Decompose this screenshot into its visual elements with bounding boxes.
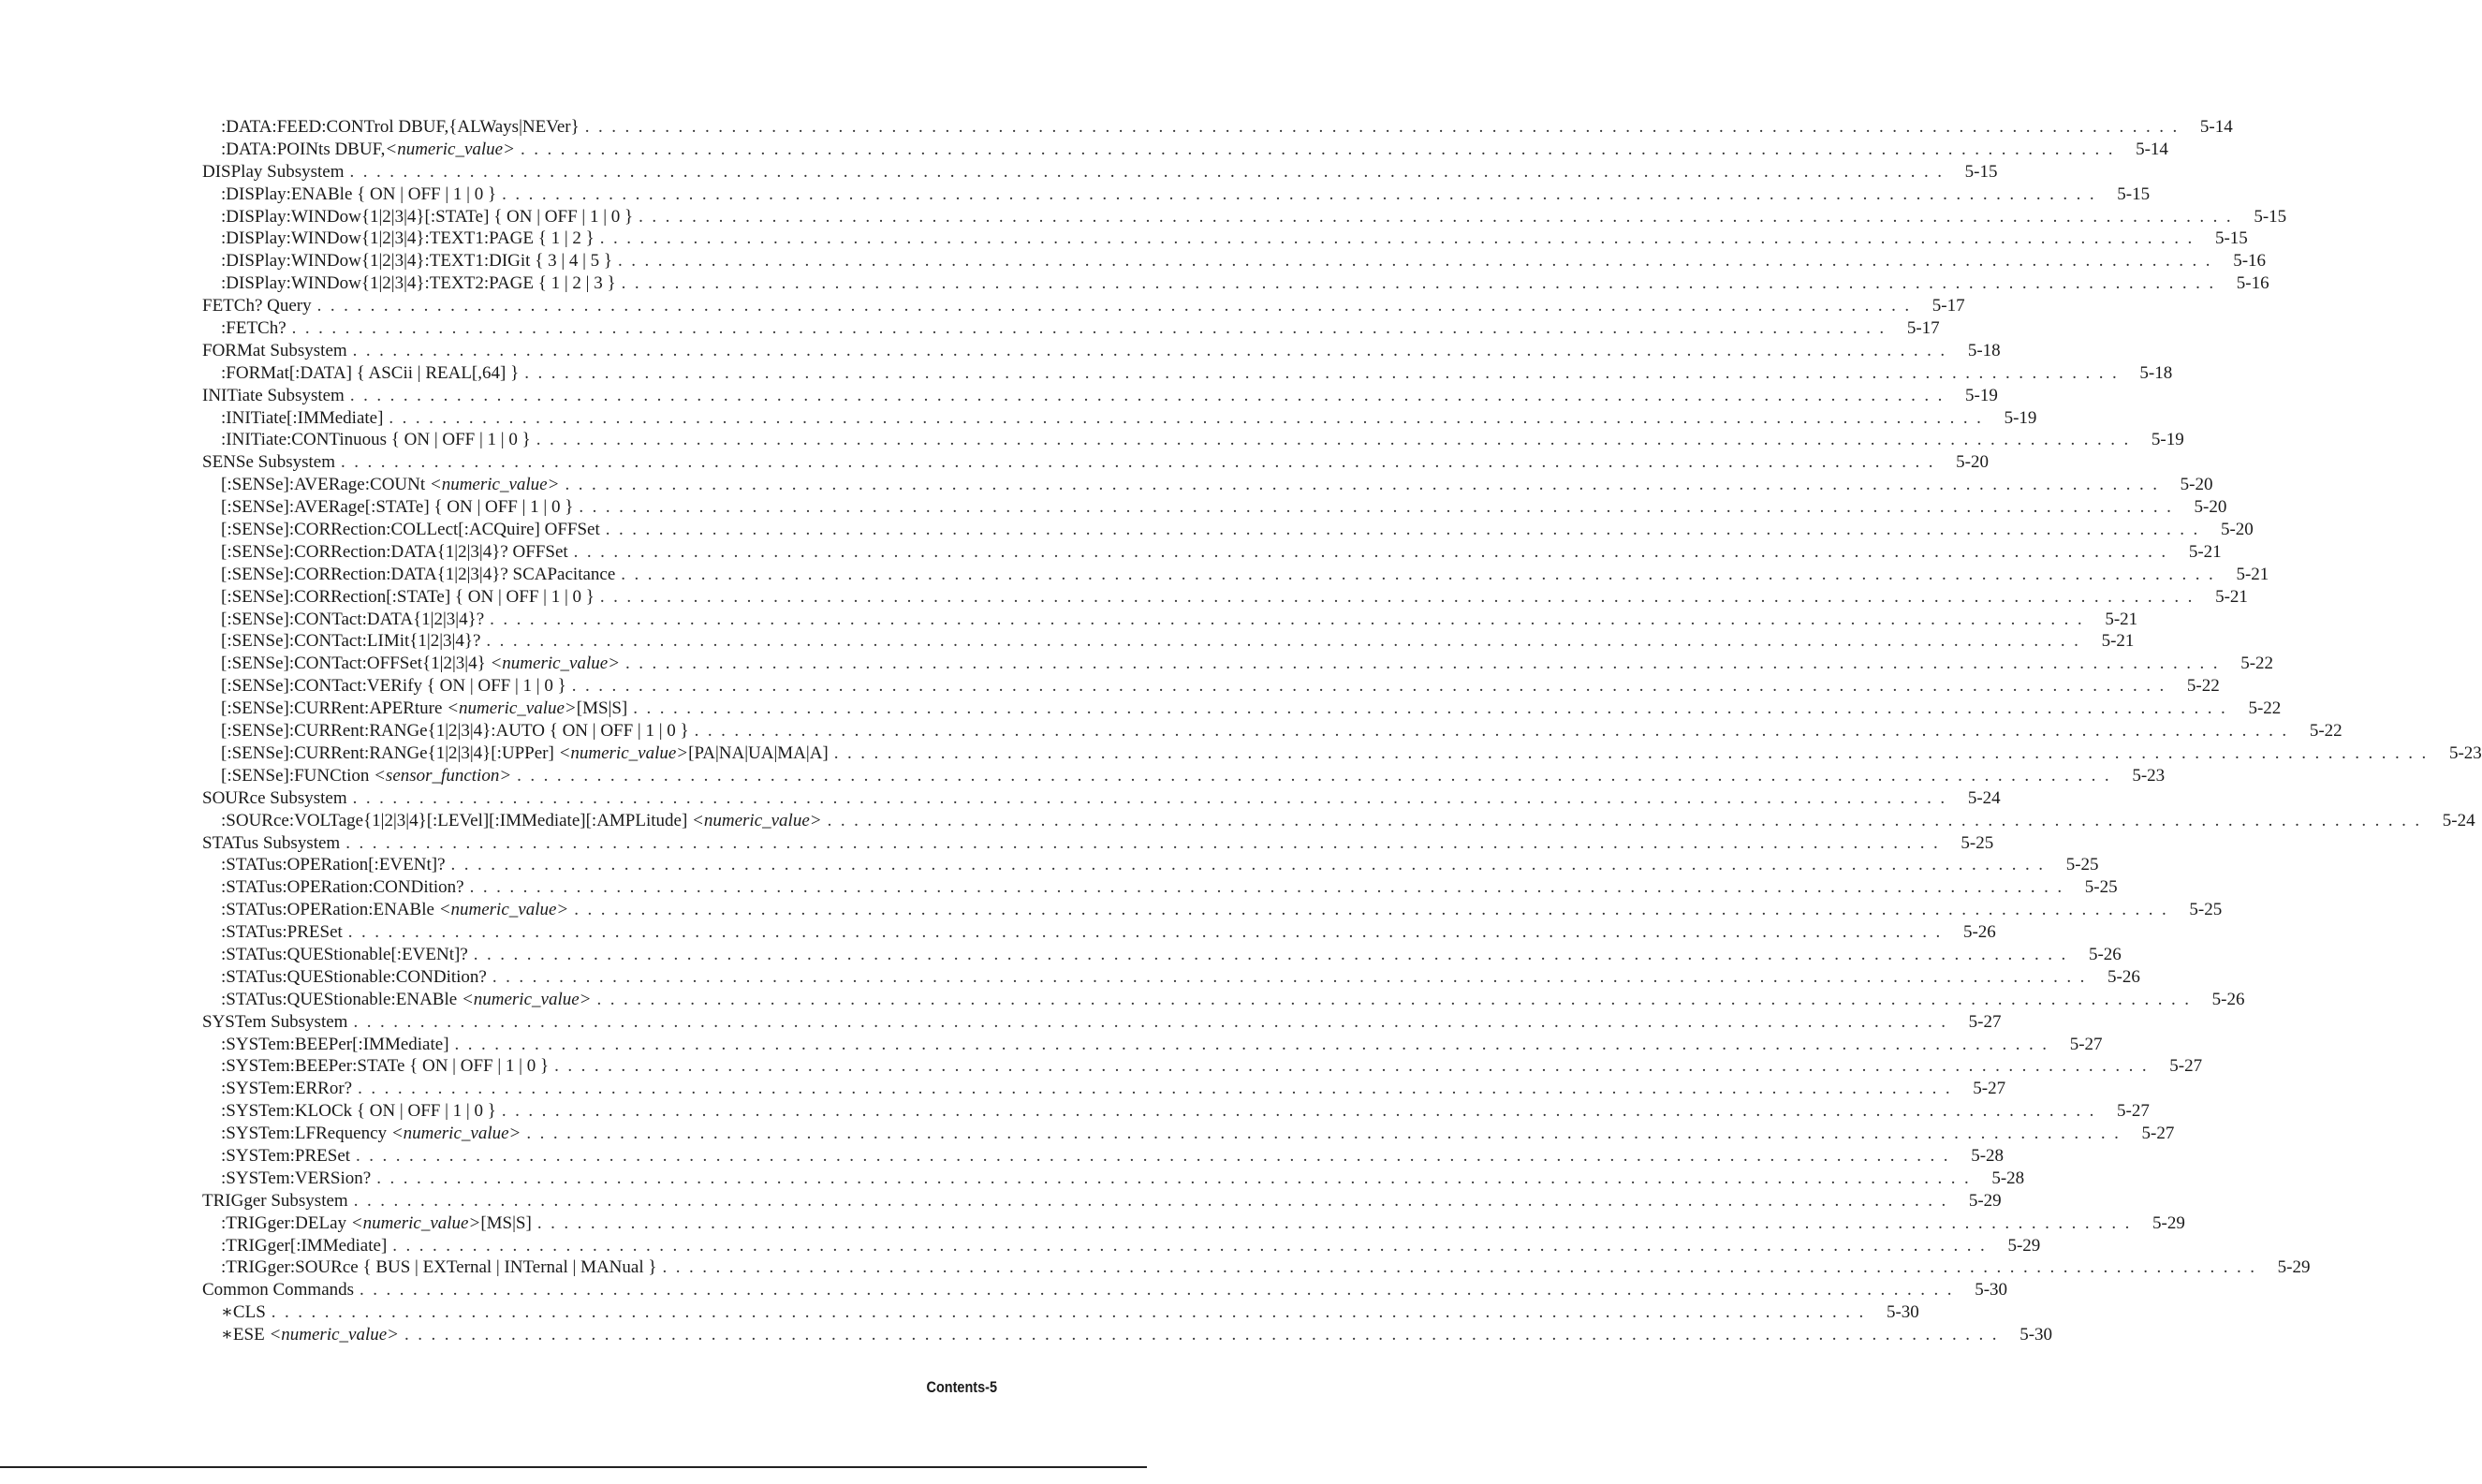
toc-command-entry[interactable] [202, 765, 2166, 787]
toc-page-number: 5-25 [2084, 877, 2118, 898]
dot-leader: ........................................................................................................................ [389, 407, 1990, 428]
toc-command-entry[interactable] [202, 698, 2282, 720]
toc-section-entry[interactable] [202, 161, 1998, 184]
toc-page-number: 5-23 [2132, 765, 2166, 786]
toc-page-number: 5-26 [2107, 966, 2140, 987]
dot-leader: ........................................................................................................................ [827, 810, 2429, 830]
toc-command-entry[interactable] [202, 139, 2168, 161]
dot-leader: ........................................................................................................................ [376, 1168, 1978, 1188]
toc-page-number: 5-26 [2088, 944, 2122, 964]
dot-leader: ........................................................................................................................ [352, 787, 1954, 808]
toc-section-entry[interactable] [202, 295, 1965, 317]
dot-leader: ........................................................................................................................ [833, 742, 2435, 763]
toc-command-text: ∗CLS [221, 1302, 266, 1323]
toc-entry-title [221, 609, 484, 631]
toc-page-number: 5-17 [1931, 296, 1965, 316]
toc-command-text: INITiate Subsystem [202, 385, 345, 405]
dot-leader: ........................................................................................................................ [492, 966, 2093, 987]
toc-entry-title [221, 317, 286, 340]
toc-page-number: 5-24 [2442, 810, 2475, 830]
toc-command-entry[interactable] [202, 1324, 2053, 1346]
toc-command-entry[interactable] [202, 317, 1940, 340]
toc-page-number: 5-21 [2236, 564, 2269, 584]
toc-entry-title [221, 407, 383, 430]
toc-command-entry[interactable] [202, 206, 2287, 228]
toc-parameter-text: <numeric_value> [390, 1124, 521, 1144]
dot-leader: ........................................................................................................................ [360, 1280, 1961, 1300]
toc-page-number: 5-17 [1906, 318, 1940, 339]
toc-entry-title [221, 1100, 496, 1123]
toc-page-number: 5-22 [2248, 698, 2282, 719]
toc-entry-title [221, 1256, 656, 1279]
toc-command-text: FORMat Subsystem [202, 340, 347, 360]
toc-command-text: DISPlay Subsystem [202, 161, 345, 182]
toc-command-text: :TRIGger:DELay [221, 1212, 351, 1233]
toc-command-text: Common Commands [202, 1280, 355, 1300]
toc-page-number: 5-25 [2189, 900, 2223, 920]
toc-command-text: :SYSTem:ERRor? [221, 1079, 353, 1099]
toc-command-text: :SYSTem:LFRequency [221, 1124, 391, 1144]
toc-section-entry[interactable] [202, 1279, 2008, 1301]
toc-entry-title [221, 429, 531, 451]
toc-entry-title [221, 228, 595, 250]
dot-leader: ........................................................................................................................ [502, 184, 2104, 204]
toc-section-entry[interactable] [202, 1190, 2002, 1212]
toc-command-entry[interactable] [202, 1145, 2005, 1168]
toc-section-entry[interactable] [202, 340, 2001, 362]
toc-command-text: [:SENSe]:CORRection:COLLect[:ACQuire] OFFSet [221, 520, 600, 540]
toc-command-text: [:SENSe]:AVERage[:STATe] { ON | OFF | 1 | 0 } [221, 497, 574, 518]
toc-entry-title [221, 1168, 371, 1190]
toc-entry-title [221, 1235, 387, 1257]
toc-command-text: :FORMat[:DATA] { ASCii | REAL[,64] } [221, 362, 520, 383]
toc-page-number: 5-27 [1968, 1011, 2002, 1032]
toc-entry-title [221, 519, 600, 541]
toc-entry-title [221, 742, 829, 765]
dot-leader: ........................................................................................................................ [524, 362, 2126, 383]
toc-entry-title [202, 787, 347, 810]
dot-leader: ........................................................................................................................ [352, 340, 1954, 360]
toc-page-number: 5-15 [2214, 228, 2248, 249]
toc-command-entry[interactable] [202, 1055, 2203, 1078]
toc-entry-title [221, 474, 559, 496]
toc-command-text: [:SENSe]:CURRent:RANGe{1|2|3|4}[:UPPer] [221, 742, 559, 763]
toc-command-entry[interactable] [202, 362, 2173, 385]
bottom-rule [0, 1466, 1147, 1468]
toc-page-number: 5-22 [2309, 721, 2342, 742]
toc-page-number: 5-27 [2169, 1056, 2203, 1077]
toc-page-number: 5-28 [1971, 1145, 2005, 1166]
dot-leader: ........................................................................................................................ [579, 497, 2181, 518]
toc-page-number: 5-26 [2211, 989, 2245, 1009]
dot-leader: ........................................................................................................................ [536, 430, 2137, 450]
toc-page-number: 5-25 [2065, 855, 2099, 875]
toc-page-number: 5-16 [2233, 251, 2267, 272]
toc-command-text: [:SENSe]:CORRection[:STATe] { ON | OFF | 1 | 0 } [221, 586, 595, 607]
toc-command-entry[interactable] [202, 586, 2248, 609]
toc-command-entry[interactable] [202, 1123, 2175, 1145]
toc-command-text: [:SENSe]:CONTact:LIMit{1|2|3|4}? [221, 631, 481, 652]
toc-page-number: 5-30 [1886, 1302, 1919, 1323]
toc-command-text: :STATus:OPERation:CONDition? [221, 877, 464, 898]
toc-command-text: :SYSTem:BEEPer[:IMMediate] [221, 1034, 449, 1054]
toc-entry-title [202, 385, 345, 407]
toc-command-text: :SYSTem:BEEPer:STATe { ON | OFF | 1 | 0 } [221, 1056, 550, 1077]
toc-page-number: 5-20 [1956, 452, 1989, 473]
toc-page-number: 5-29 [2007, 1235, 2041, 1256]
toc-page-number: 5-22 [2186, 676, 2220, 697]
toc-entry-title [221, 541, 568, 564]
toc-parameter-text: <numeric_value> [461, 989, 592, 1009]
toc-command-entry[interactable] [202, 1168, 2025, 1190]
toc-command-text: :INITiate:CONTinuous { ON | OFF | 1 | 0 } [221, 430, 531, 450]
dot-leader: ........................................................................................................................ [271, 1302, 1873, 1323]
dot-leader: ........................................................................................................................ [454, 1034, 2056, 1054]
dot-leader: ........................................................................................................................ [316, 296, 1918, 316]
dot-leader: ........................................................................................................................ [291, 318, 1893, 339]
toc-page-number: 5-19 [1965, 385, 1998, 405]
dot-leader: ........................................................................................................................ [584, 117, 2186, 137]
toc-entry-title [221, 630, 480, 653]
toc-entry-title [221, 921, 343, 944]
toc-command-entry[interactable] [202, 1100, 2150, 1123]
toc-command-text: :DISPlay:WINDow{1|2|3|4}[:STATe] { ON | OFF | 1 | 0 } [221, 206, 634, 227]
toc-entry-title [202, 832, 340, 855]
toc-command-entry[interactable] [202, 1301, 1919, 1324]
toc-entry-title [221, 1078, 352, 1100]
dot-leader: ........................................................................................................................ [450, 855, 2052, 875]
toc-command-text: :DISPlay:WINDow{1|2|3|4}:TEXT1:DIGit { 3 | 4 | 5 } [221, 251, 613, 272]
toc-entry-title [221, 184, 496, 206]
toc-entry-title [221, 1034, 449, 1056]
toc-page-number: 5-22 [2240, 654, 2274, 674]
toc-command-text: :SOURce:VOLTage{1|2|3|4}[:LEVel][:IMMediate][:AMPLitude] [221, 810, 693, 830]
toc-page-number: 5-21 [2215, 586, 2248, 607]
toc-parameter-text: <numeric_value> [350, 1212, 481, 1233]
toc-command-entry[interactable] [202, 675, 2220, 698]
toc-command-text: [PA|NA|UA|MA|A] [688, 742, 829, 763]
toc-command-text: FETCh? Query [202, 296, 312, 316]
toc-page-number: 5-21 [2105, 609, 2138, 629]
toc-entry-title [221, 564, 615, 586]
toc-parameter-text: <numeric_value> [490, 654, 621, 674]
dot-leader: ........................................................................................................................ [565, 475, 2166, 495]
toc-entry-title [221, 876, 464, 899]
dot-leader: ........................................................................................................................ [599, 586, 2201, 607]
toc-command-text: :DISPlay:WINDow{1|2|3|4}:TEXT2:PAGE { 1 | 2 | 3 } [221, 273, 616, 294]
toc-command-text: :DATA:POINts DBUF, [221, 139, 386, 159]
dot-leader: ........................................................................................................................ [599, 228, 2201, 249]
toc-command-text: [MS|S] [576, 698, 628, 719]
toc-entry-title [221, 362, 519, 385]
toc-command-entry[interactable] [202, 116, 2233, 139]
toc-page-number: 5-14 [2136, 139, 2168, 159]
toc-command-text: [:SENSe]:FUNCtion [221, 765, 375, 786]
toc-entry-title [221, 1055, 549, 1078]
toc-command-text: :STATus:QUEStionable[:EVENt]? [221, 944, 468, 964]
toc-page-number: 5-30 [1975, 1280, 2008, 1300]
toc-command-entry[interactable] [202, 228, 2248, 250]
toc-command-text: :DISPlay:ENABle { ON | OFF | 1 | 0 } [221, 184, 497, 204]
toc-command-text: :DISPlay:WINDow{1|2|3|4}:TEXT1:PAGE { 1 | 2 } [221, 228, 595, 249]
toc-command-text: SENSe Subsystem [202, 452, 335, 473]
toc-entry-title [221, 966, 487, 989]
toc-entry-title [221, 675, 566, 698]
toc-page-number: 5-15 [2254, 206, 2287, 227]
toc-entry-title [221, 116, 580, 139]
dot-leader: ........................................................................................................................ [605, 520, 2207, 540]
toc-page-number: 5-20 [2180, 475, 2213, 495]
toc-page-number: 5-28 [1991, 1168, 2025, 1188]
toc-command-entry[interactable] [202, 899, 2223, 921]
dot-leader: ........................................................................................................................ [353, 1011, 1955, 1032]
toc-page-number: 5-27 [1973, 1079, 2006, 1099]
dot-leader: ........................................................................................................................ [571, 676, 2173, 697]
toc-entry-title [221, 1123, 521, 1145]
toc-command-entry[interactable] [202, 810, 2475, 832]
toc-entry-title [221, 250, 612, 272]
toc-command-text: SYSTem Subsystem [202, 1011, 348, 1032]
dot-leader: ........................................................................................................................ [490, 609, 2092, 629]
toc-command-entry[interactable] [202, 720, 2342, 742]
toc-page-number: 5-29 [2277, 1257, 2311, 1278]
toc-page-number: 5-26 [1962, 922, 1996, 943]
toc-command-text: STATus Subsystem [202, 832, 341, 853]
toc-command-entry[interactable] [202, 630, 2135, 653]
dot-leader: ........................................................................................................................ [404, 1325, 2006, 1345]
toc-command-entry[interactable] [202, 1212, 2185, 1235]
toc-command-text: [MS|S] [480, 1212, 532, 1233]
dot-leader: ........................................................................................................................ [473, 944, 2075, 964]
toc-entry-title [221, 899, 568, 921]
toc-command-text: :SYSTem:VERSion? [221, 1168, 372, 1188]
toc-entry-title [221, 1212, 532, 1235]
dot-leader: ........................................................................................................................ [633, 698, 2235, 719]
toc-page-number: 5-27 [2141, 1124, 2175, 1144]
toc-section-entry[interactable] [202, 451, 1989, 474]
dot-leader: ........................................................................................................................ [573, 541, 2175, 562]
toc-page-number: 5-14 [2199, 117, 2233, 137]
toc-command-text: :FETCh? [221, 318, 286, 339]
toc-command-entry[interactable] [202, 272, 2269, 295]
toc-page-number: 5-15 [1964, 161, 1998, 182]
toc-entry-title [221, 698, 627, 720]
toc-parameter-text: <numeric_value> [438, 900, 569, 920]
toc-page-number: 5-21 [2188, 541, 2222, 562]
toc-page-number: 5-20 [2220, 520, 2254, 540]
toc-command-text: [:SENSe]:AVERage:COUNt [221, 475, 430, 495]
toc-entry-title [221, 989, 592, 1011]
toc-page-number: 5-20 [2194, 497, 2227, 518]
dot-leader: ........................................................................................................................ [694, 721, 2296, 742]
toc-command-entry[interactable] [202, 564, 2269, 586]
toc-entry-title [202, 161, 345, 184]
dot-leader: ........................................................................................................................ [341, 452, 1942, 473]
toc-entry-title [221, 810, 822, 832]
toc-entry-title [221, 765, 511, 787]
toc-command-entry[interactable] [202, 250, 2267, 272]
toc-command-entry[interactable] [202, 653, 2274, 675]
toc-command-text: [:SENSe]:CURRent:APERture [221, 698, 448, 719]
toc-page-number: 5-27 [2069, 1034, 2103, 1054]
toc-entry-title [202, 451, 335, 474]
toc-entry-title [221, 586, 595, 609]
toc-entry-title [202, 1011, 347, 1034]
toc-entry-title [221, 1301, 266, 1324]
dot-leader: ........................................................................................................................ [554, 1056, 2156, 1077]
dot-leader: ........................................................................................................................ [526, 1124, 2128, 1144]
dot-leader: ........................................................................................................................ [621, 273, 2223, 294]
toc-command-entry[interactable] [202, 742, 2482, 765]
toc-page-number: 5-23 [2448, 742, 2482, 763]
toc-command-entry[interactable] [202, 541, 2222, 564]
toc-command-entry[interactable] [202, 1034, 2103, 1056]
toc-command-entry[interactable] [202, 496, 2227, 519]
toc-command-text: :SYSTem:PRESet [221, 1145, 351, 1166]
toc-page-number: 5-18 [2139, 362, 2173, 383]
dot-leader: ........................................................................................................................ [618, 251, 2220, 272]
dot-leader: ........................................................................................................................ [392, 1235, 1994, 1256]
toc-parameter-text: <numeric_value> [447, 698, 577, 719]
toc-command-entry[interactable] [202, 1078, 2006, 1100]
toc-command-entry[interactable] [202, 944, 2122, 966]
dot-leader: ........................................................................................................................ [574, 900, 2176, 920]
toc-command-text: :STATus:QUEStionable:CONDition? [221, 966, 487, 987]
toc-command-entry[interactable] [202, 876, 2118, 899]
toc-command-text: [:SENSe]:CORRection:DATA{1|2|3|4}? SCAPacitance [221, 564, 616, 584]
toc-command-text: [:SENSe]:CONTact:DATA{1|2|3|4}? [221, 609, 485, 629]
toc-entry-title [221, 139, 515, 161]
toc-page-number: 5-24 [1967, 787, 2001, 808]
table-of-contents [202, 116, 2482, 1346]
toc-entry-title [202, 340, 347, 362]
toc-command-entry[interactable] [202, 429, 2184, 451]
toc-entry-title [221, 653, 620, 675]
dot-leader: ........................................................................................................................ [625, 654, 2227, 674]
toc-entry-title [202, 1190, 348, 1212]
toc-parameter-text: <sensor_function> [374, 765, 512, 786]
dot-leader: ........................................................................................................................ [596, 989, 2198, 1009]
toc-command-text: [:SENSe]:CORRection:DATA{1|2|3|4}? OFFSet [221, 541, 568, 562]
toc-command-entry[interactable] [202, 921, 1996, 944]
toc-entry-title [221, 1324, 399, 1346]
toc-parameter-text: <numeric_value> [385, 139, 515, 159]
toc-section-entry[interactable] [202, 385, 1998, 407]
toc-entry-title [221, 944, 468, 966]
toc-command-entry[interactable] [202, 854, 2099, 876]
toc-entry-title [202, 295, 312, 317]
toc-command-text: :TRIGger:SOURce { BUS | EXTernal | INTernal | MANual } [221, 1257, 657, 1278]
dot-leader: ........................................................................................................................ [353, 1190, 1955, 1211]
dot-leader: ........................................................................................................................ [520, 139, 2122, 159]
toc-page-number: 5-30 [2019, 1325, 2053, 1345]
toc-command-entry[interactable] [202, 184, 2151, 206]
toc-command-entry[interactable] [202, 407, 2037, 430]
dot-leader: ........................................................................................................................ [356, 1145, 1958, 1166]
toc-command-entry[interactable] [202, 474, 2213, 496]
dot-leader: ........................................................................................................................ [469, 877, 2071, 898]
dot-leader: ........................................................................................................................ [621, 564, 2223, 584]
toc-page-number: 5-29 [1968, 1190, 2002, 1211]
dot-leader: ........................................................................................................................ [347, 922, 1949, 943]
toc-parameter-text: <numeric_value> [558, 742, 689, 763]
dot-leader: ........................................................................................................................ [349, 385, 1951, 405]
toc-entry-title [221, 720, 689, 742]
page-number-footer: Contents-5 [926, 1378, 997, 1396]
toc-command-text: :STATus:OPERation:ENABle [221, 900, 439, 920]
toc-section-entry[interactable] [202, 832, 1994, 855]
toc-command-text: [:SENSe]:CONTact:OFFSet{1|2|3|4} [221, 654, 491, 674]
toc-page-number: 5-16 [2236, 273, 2269, 294]
toc-section-entry[interactable] [202, 1011, 2002, 1034]
dot-leader: ........................................................................................................................ [517, 765, 2119, 786]
toc-command-entry[interactable] [202, 519, 2254, 541]
toc-section-entry[interactable] [202, 787, 2001, 810]
toc-command-text: :TRIGger[:IMMediate] [221, 1235, 388, 1256]
toc-command-text: :DATA:FEED:CONTrol DBUF,{ALWays|NEVer} [221, 117, 580, 137]
dot-leader: ........................................................................................................................ [536, 1212, 2138, 1233]
toc-entry-title [221, 1145, 350, 1168]
dot-leader: ........................................................................................................................ [501, 1101, 2103, 1122]
toc-command-text: [:SENSe]:CONTact:VERify { ON | OFF | 1 | 0 } [221, 676, 566, 697]
dot-leader: ........................................................................................................................ [639, 206, 2240, 227]
toc-command-text: SOURce Subsystem [202, 787, 347, 808]
toc-command-text: :SYSTem:KLOCk { ON | OFF | 1 | 0 } [221, 1101, 496, 1122]
toc-entry-title [221, 496, 573, 519]
toc-parameter-text: <numeric_value> [269, 1325, 400, 1345]
toc-command-text: :STATus:PRESet [221, 922, 343, 943]
toc-command-entry[interactable] [202, 1235, 2041, 1257]
toc-command-entry[interactable] [202, 989, 2245, 1011]
dot-leader: ........................................................................................................................ [345, 832, 1947, 853]
toc-page-number: 5-18 [1967, 340, 2001, 360]
toc-entry-title [202, 1279, 354, 1301]
toc-page-number: 5-25 [1961, 832, 1994, 853]
toc-command-text: ∗ESE [221, 1325, 270, 1345]
dot-leader: ........................................................................................................................ [486, 631, 2088, 652]
toc-parameter-text: <numeric_value> [429, 475, 560, 495]
dot-leader: ........................................................................................................................ [662, 1257, 2264, 1278]
dot-leader: ........................................................................................................................ [349, 161, 1951, 182]
toc-entry-title [221, 206, 633, 228]
toc-command-text: :INITiate[:IMMediate] [221, 407, 384, 428]
toc-page-number: 5-15 [2117, 184, 2151, 204]
toc-command-entry[interactable] [202, 966, 2140, 989]
toc-command-text: TRIGger Subsystem [202, 1190, 348, 1211]
toc-entry-title [221, 272, 616, 295]
toc-command-entry[interactable] [202, 1256, 2311, 1279]
toc-page-number: 5-21 [2101, 631, 2135, 652]
toc-page-number: 5-27 [2117, 1101, 2150, 1122]
toc-command-text: :STATus:OPERation[:EVENt]? [221, 855, 446, 875]
toc-command-text: :STATus:QUEStionable:ENABle [221, 989, 462, 1009]
toc-page-number: 5-19 [2151, 430, 2184, 450]
toc-command-entry[interactable] [202, 609, 2138, 631]
dot-leader: ........................................................................................................................ [358, 1079, 1960, 1099]
toc-parameter-text: <numeric_value> [692, 810, 822, 830]
toc-page-number: 5-19 [2004, 407, 2037, 428]
toc-page-number: 5-29 [2152, 1212, 2185, 1233]
toc-command-text: [:SENSe]:CURRent:RANGe{1|2|3|4}:AUTO { ON | OFF | 1 | 0 } [221, 721, 689, 742]
toc-entry-title [221, 854, 446, 876]
